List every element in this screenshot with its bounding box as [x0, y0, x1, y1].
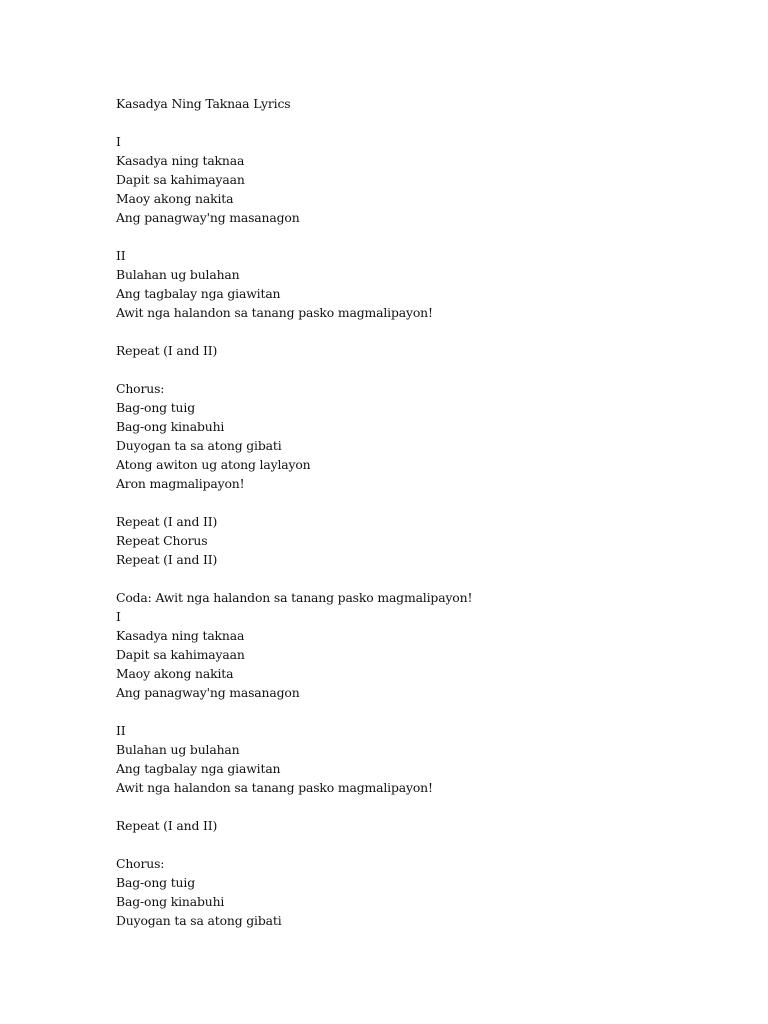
lyric-line: Awit nga halandon sa tanang pasko magmalipayon!	[116, 305, 433, 320]
lyric-line: Repeat (I and II)	[116, 818, 218, 833]
lyric-line: Bag-ong kinabuhi	[116, 894, 225, 909]
lyrics-stanza	[116, 132, 736, 227]
lyric-line: Bag-ong tuig	[116, 875, 195, 890]
lyrics-stanza	[116, 512, 736, 569]
lyrics-stanza	[116, 341, 736, 360]
lyric-line: Coda: Awit nga halandon sa tanang pasko magmalipayon!	[116, 590, 473, 605]
lyric-line: Ang panagway'ng masanagon	[116, 685, 300, 700]
lyric-line: Bulahan ug bulahan	[116, 742, 240, 757]
lyric-line: Repeat (I and II)	[116, 552, 218, 567]
lyric-line: Dapit sa kahimayaan	[116, 647, 245, 662]
lyric-line: Repeat (I and II)	[116, 514, 218, 529]
lyric-line: II	[116, 248, 126, 263]
lyric-line: Duyogan ta sa atong gibati	[116, 913, 282, 928]
lyrics-stanza	[116, 588, 736, 702]
lyrics-document	[116, 94, 736, 930]
lyric-line: Bag-ong kinabuhi	[116, 419, 225, 434]
lyric-line: Maoy akong nakita	[116, 191, 234, 206]
lyric-line: I	[116, 134, 121, 149]
lyrics-stanza	[116, 379, 736, 493]
lyric-line: Chorus:	[116, 856, 165, 871]
lyric-line: Ang tagbalay nga giawitan	[116, 286, 281, 301]
lyric-line: Kasadya ning taknaa	[116, 153, 245, 168]
lyric-line: Ang tagbalay nga giawitan	[116, 761, 281, 776]
lyric-line: Maoy akong nakita	[116, 666, 234, 681]
lyric-line: Dapit sa kahimayaan	[116, 172, 245, 187]
lyric-line: Repeat (I and II)	[116, 343, 218, 358]
document-title: Kasadya Ning Taknaa Lyrics	[116, 96, 291, 111]
lyric-line: Bulahan ug bulahan	[116, 267, 240, 282]
lyrics-stanza	[116, 816, 736, 835]
lyrics-stanza	[116, 854, 736, 930]
lyrics-stanza	[116, 721, 736, 797]
lyric-line: Ang panagway'ng masanagon	[116, 210, 300, 225]
lyric-line: II	[116, 723, 126, 738]
lyric-line: Kasadya ning taknaa	[116, 628, 245, 643]
lyrics-body	[116, 132, 736, 930]
lyric-line: Atong awiton ug atong laylayon	[116, 457, 311, 472]
lyric-line: Chorus:	[116, 381, 165, 396]
lyric-line: I	[116, 609, 121, 624]
lyrics-stanza	[116, 246, 736, 322]
lyric-line: Bag-ong tuig	[116, 400, 195, 415]
lyric-line: Repeat Chorus	[116, 533, 208, 548]
lyric-line: Duyogan ta sa atong gibati	[116, 438, 282, 453]
lyric-line: Aron magmalipayon!	[116, 476, 245, 491]
lyric-line: Awit nga halandon sa tanang pasko magmalipayon!	[116, 780, 433, 795]
